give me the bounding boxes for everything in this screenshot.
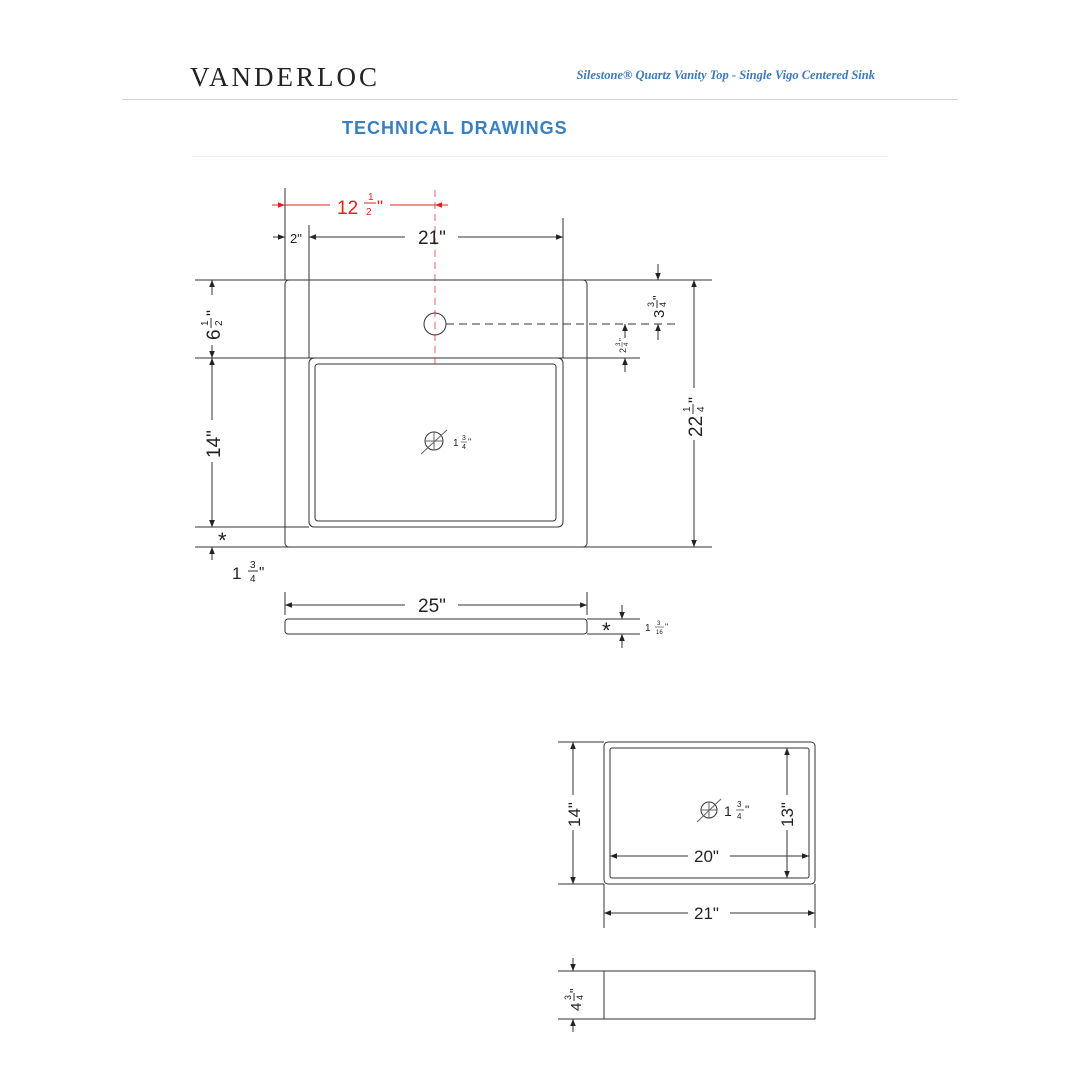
vanity-top-outline bbox=[285, 280, 587, 547]
sink-outer-width-label: 21" bbox=[694, 904, 719, 923]
asterisk-front: * bbox=[602, 618, 611, 643]
svg-text:": " bbox=[685, 396, 704, 403]
sink-outer-depth-label: 14" bbox=[565, 802, 584, 827]
svg-text:": " bbox=[468, 437, 472, 447]
svg-text:1: 1 bbox=[232, 564, 242, 583]
faucet-center-whole: 12 bbox=[337, 198, 359, 219]
sink-side-view bbox=[558, 958, 815, 1032]
top-width-label: 25" bbox=[418, 596, 446, 617]
sink-inner-width-label: 20" bbox=[694, 847, 719, 866]
sink-offset-label: 2" bbox=[290, 231, 302, 246]
dim-faucet-center bbox=[272, 192, 448, 219]
top-depth-label bbox=[682, 397, 707, 437]
svg-text:4: 4 bbox=[575, 994, 585, 1000]
sink-height-label bbox=[563, 988, 585, 1011]
sink-inner-depth-label: 13" bbox=[778, 802, 797, 827]
section-title: TECHNICAL DRAWINGS bbox=[342, 118, 568, 138]
svg-text:3: 3 bbox=[616, 342, 622, 346]
svg-text:6: 6 bbox=[204, 329, 225, 340]
svg-text:1: 1 bbox=[682, 406, 693, 412]
asterisk-top: * bbox=[218, 528, 227, 553]
front-view bbox=[285, 592, 640, 648]
svg-text:4: 4 bbox=[696, 406, 707, 412]
faucet-to-sink-label bbox=[616, 338, 630, 353]
drain-label-top bbox=[453, 435, 471, 451]
sink-depth-label: 14" bbox=[204, 430, 225, 458]
faucet-from-back-label bbox=[646, 295, 668, 318]
sink-inner-outline bbox=[315, 364, 556, 521]
svg-text:1: 1 bbox=[724, 803, 732, 819]
svg-text:": " bbox=[203, 309, 222, 316]
svg-text:16: 16 bbox=[656, 630, 663, 636]
svg-text:": " bbox=[665, 622, 669, 632]
svg-text:": " bbox=[745, 803, 750, 817]
svg-text:1: 1 bbox=[200, 320, 211, 326]
sink-side-outline bbox=[604, 971, 815, 1019]
thickness-label bbox=[645, 621, 668, 636]
back-to-sink-label bbox=[200, 310, 225, 340]
svg-text:4: 4 bbox=[624, 342, 630, 346]
top-view bbox=[195, 188, 712, 547]
svg-text:": " bbox=[567, 988, 582, 993]
faucet-center-unit: " bbox=[377, 197, 384, 216]
svg-text:1: 1 bbox=[645, 623, 651, 634]
top-slab-outline bbox=[285, 619, 587, 634]
sink-drain-label bbox=[724, 800, 749, 821]
svg-text:3: 3 bbox=[563, 994, 573, 1000]
product-subtitle: Silestone® Quartz Vanity Top - Single Vigo Centered Sink bbox=[576, 68, 875, 82]
svg-text:3: 3 bbox=[646, 301, 656, 307]
svg-text:3: 3 bbox=[651, 309, 668, 318]
svg-text:3: 3 bbox=[737, 800, 742, 809]
svg-text:1: 1 bbox=[453, 438, 459, 449]
svg-text:4: 4 bbox=[737, 812, 742, 821]
svg-text:4: 4 bbox=[568, 1002, 585, 1011]
svg-text:": " bbox=[259, 564, 265, 581]
svg-text:3: 3 bbox=[657, 621, 661, 627]
faucet-center-den: 2 bbox=[366, 207, 372, 218]
svg-text:2: 2 bbox=[618, 347, 628, 353]
svg-text:4: 4 bbox=[658, 301, 668, 307]
sink-view bbox=[558, 742, 815, 928]
svg-text:4: 4 bbox=[462, 444, 466, 451]
svg-text:22: 22 bbox=[686, 415, 707, 437]
svg-text:": " bbox=[618, 338, 627, 341]
svg-text:2: 2 bbox=[214, 320, 225, 326]
brand-logo: VANDERLOC bbox=[190, 62, 381, 92]
sink-width-label: 21" bbox=[418, 228, 446, 249]
svg-text:": " bbox=[650, 295, 665, 300]
front-overhang-label bbox=[232, 560, 264, 585]
svg-text:3: 3 bbox=[250, 560, 256, 571]
faucet-center-num: 1 bbox=[368, 192, 374, 203]
svg-text:4: 4 bbox=[250, 574, 256, 585]
sink-outer-outline bbox=[309, 358, 563, 527]
svg-text:3: 3 bbox=[462, 435, 466, 442]
